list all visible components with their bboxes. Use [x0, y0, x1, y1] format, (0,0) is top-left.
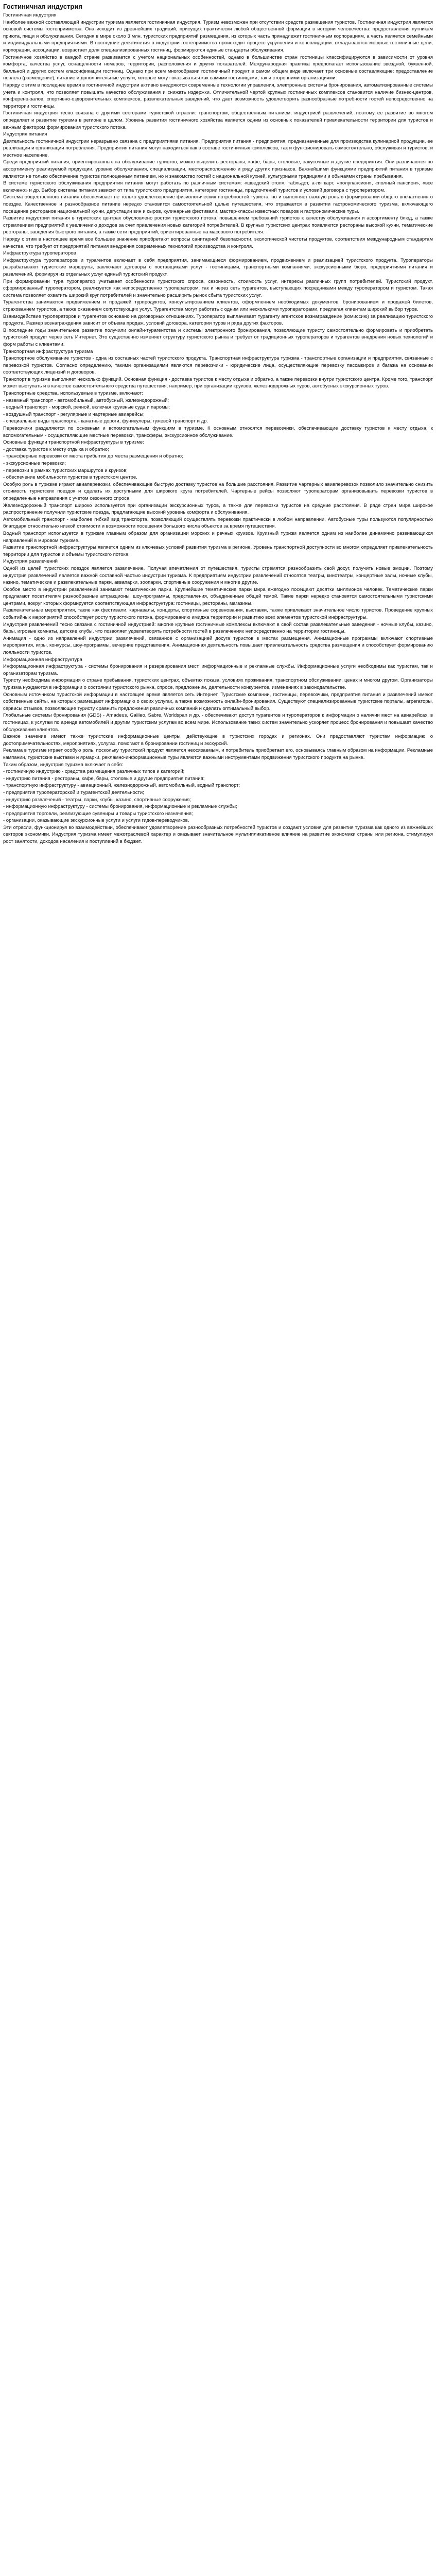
document-section: [3, 131, 433, 250]
document-section: [3, 481, 433, 558]
paragraph: Наряду с этим в последнее время в гостиничной индустрии активно внедряются современные технологии управления, электронные системы бронирования, автоматизированные системы учета и контроля, что позволяет повышать качество обслуживания и снижать издержки. Отличительной чертой крупных гостиничных комплексов становится наличие бизнес-центров, конференц-залов, спортивно-оздоровительных комплексов, развлекательных заведений, что дает возможность удовлетворять разнообразные потребности гостей непосредственно на территории гостиницы.: [3, 82, 433, 109]
paragraph: Автомобильный транспорт - наиболее гибкий вид транспорта, позволяющий осуществлять перевозки практически в любом направлении. Автобусные туры пользуются популярностью благодаря относительно низкой стоимости и возможности посещения большого числа объектов за время путешествия.: [3, 516, 433, 530]
bullet-item: - перевозки в рамках туристских маршрутов и круизов;: [3, 467, 128, 473]
document-body: [3, 12, 433, 845]
section-heading: Индустрия питания: [3, 131, 47, 138]
bullet-item: - специальные виды транспорта - канатные дороги, фуникулеры, гужевой транспорт и др.: [3, 418, 208, 425]
section-heading: Транспортная инфраструктура туризма: [3, 348, 93, 354]
paragraph: Деятельность гостиничной индустрии неразрывно связана с предприятиями питания. Предприятия питания - предприятия, предназначенные для производства кулинарной продукции, ее реализации и организации потребления. Предприятия питания могут находиться как в составе гостиничных комплексов, так и функционировать самостоятельно, обслуживая и туристов, и местное население.: [3, 138, 433, 158]
paragraph: В системе туристского обслуживания предприятия питания могут работать по различным системам: «шведский стол», табльдот, а-ля карт, «полупансион», «полный пансион», «все включено» и др. Выбор системы питания зависит от типа туристского предприятия, категории гостиницы, предпочтений туристов и условий договора с туроператором.: [3, 180, 433, 193]
bullet-item: - транспортную инфраструктуру - авиационный, железнодорожный, автомобильный, водный транспорт;: [3, 783, 240, 789]
section-heading: Информационная инфраструктура: [3, 656, 82, 663]
paragraph: Основные функции транспортной инфраструктуры в туризме:: [3, 439, 144, 446]
paragraph: Взаимодействие туроператоров и турагентов основано на договорных отношениях. Туроператор выплачивает турагенту агентское вознаграждение (комиссию) за реализацию туристского продукта. Размер вознаграждения зависит от объема продаж, условий договора, категории туров и ряда других факторов.: [3, 313, 433, 327]
paragraph: Анимация - одно из направлений индустрии развлечений, связанное с организацией досуга туристов в местах размещения. Анимационные программы включают спортивные мероприятия, игры, конкурсы, шоу-программы, вечерние представления. Анимационная деятельность повышает привлекательность средства размещения и способствует формированию лояльности туристов.: [3, 635, 433, 656]
paragraph: В последние годы значительное развитие получили онлайн-турагентства и системы электронного бронирования, позволяющие туристу самостоятельно формировать и приобретать туристский продукт через сеть Интернет. Это существенно изменяет структуру туристского рынка и требует от традиционных туроператоров и турагентов внедрения новых технологий и форм работы с клиентами.: [3, 327, 433, 347]
bullet-item: - наземный транспорт - автомобильный, автобусный, железнодорожный;: [3, 397, 169, 403]
bullet-item: - организации, оказывающие экскурсионные услуги и услуги гидов-переводчиков.: [3, 818, 189, 824]
paragraph: Развлекательные мероприятия, такие как фестивали, карнавалы, концерты, спортивные соревнования, выставки, также привлекают значительное число туристов. Проведение крупных событийных мероприятий способствует росту туристского потока, формированию имиджа территории и развитию всех элементов туристской инфраструктуры.: [3, 607, 433, 621]
bullet-list: [3, 768, 433, 824]
paragraph: Информационная инфраструктура - системы бронирования и резервирования мест, информационные и рекламные службы. Информационные услуги необходимы как туристам, так и организаторам туризма.: [3, 664, 433, 676]
document-section: [3, 425, 433, 481]
bullet-item: - предприятия туроператорской и турагентской деятельности;: [3, 789, 144, 795]
paragraph: Система общественного питания обеспечивает не только удовлетворение физиологических потребностей туриста, но и выполняет важную роль в формировании общего впечатления о поездке. Качественное и разнообразное питание нередко становится самостоятельной целью путешествия, что отражается в развитии гастрономического туризма, включающего посещение ресторанов национальной кухни, дегустации вин и сыров, кулинарные фестивали, мастер-классы известных поваров и гастрономические туры.: [3, 194, 433, 214]
bullet-item: - предприятия торговли, реализующие сувениры и товары туристского назначения;: [3, 810, 193, 817]
document-section: [3, 12, 433, 131]
paragraph: Развитие транспортной инфраструктуры является одним из ключевых условий развития туризма в регионе. Уровень транспортной доступности во многом определяет привлекательность территории для туристов и объемы туристского потока.: [3, 545, 433, 557]
paragraph: Гостиничная индустрия тесно связана с другими секторами туристской отрасли: транспортом, общественным питанием, индустрией развлечений, поэтому ее развитие во многом определяет и развитие туризма в регионе в целом. Уровень развития гостиничного хозяйства является одним из основных показателей привлекательности территории для туристов и важным фактором формирования туристского потока.: [3, 110, 433, 130]
paragraph: Турагентства занимаются продвижением и продажей турпродуктов, консультированием клиентов, оформлением необходимых документов, бронированием и продажей билетов, страхованием туристов, а также оказанием сопутствующих услуг. Турагентства могут работать с одним или несколькими туроператорами, предлагая клиентам широкий выбор туров.: [3, 299, 433, 312]
paragraph: Таким образом, индустрия туризма включает в себя:: [3, 761, 124, 768]
paragraph: Особую роль в туризме играют авиаперевозки, обеспечивающие быструю доставку туристов на большие расстояния. Развитие чартерных авиаперевозок позволило значительно снизить стоимость туристских поездок и сделать их доступными для широкого круга потребителей. Чартерные рейсы позволяют туроператорам организовывать перевозки туристов в определенные направления с учетом сезонного спроса.: [3, 481, 433, 501]
paragraph: Транспортные средства, используемые в туризме, включают:: [3, 391, 143, 397]
paragraph: Развитие индустрии питания в туристских центрах обусловлено ростом туристского потока, повышением требований туристов к качеству обслуживания и ассортименту блюд, а также стремлением предприятий к увеличению доходов за счет привлечения новых категорий потребителей. В крупных туристских центрах появляются рестораны высокой кухни, тематические рестораны, заведения быстрого питания, а также сети предприятий, ориентированные на массового потребителя.: [3, 215, 433, 235]
paragraph: Основным источником туристской информации в настоящее время является сеть Интернет. Туристские компании, гостиницы, перевозчики, предприятия питания и развлечений имеют собственные сайты, на которых размещают информацию о своих услугах, а также возможность онлайн-бронирования. Существуют специализированные туристские порталы, агрегаторы, сервисы отзывов, позволяющие туристу сравнить предложения различных компаний и сделать оптимальный выбор.: [3, 691, 433, 711]
paragraph: Реклама в туризме играет особую роль, поскольку туристский продукт является неосязаемым, и потребитель приобретает его, основываясь главным образом на информации. Рекламные кампании, туристские выставки и ярмарки, рекламно-информационные туры являются важными инструментами продвижения туристского продукта на рынке.: [3, 748, 433, 760]
paragraph: Эти отрасли, функционируя во взаимодействии, обеспечивают удовлетворение разнообразных потребностей туристов и создают условия для развития туризма как одного из важнейших секторов экономики. Индустрия туризма имеет межотраслевой характер и оказывает значительное мультипликативное влияние на развитие экономики страны или региона, стимулируя рост занятости, доходов населения и поступлений в бюджет.: [3, 824, 433, 845]
paragraph: Транспортное обслуживание туристов - одна из составных частей туристского продукта. Транспортная инфраструктура туризма - транспортные организации и предприятия, связанные с перевозкой туристов. Согласно определению, такими организациями являются перевозчики - юридические лица, осуществляющие перевозку пассажиров и багажа на основании соответствующих лицензий и договоров.: [3, 355, 433, 376]
paragraph: При формировании тура туроператор учитывает особенности туристского спроса, сезонность, стоимость услуг, интересы различных групп потребителей. Туристский продукт, сформированный туроператором, реализуется как непосредственно туроператором, так и через сеть турагентов, выступающих посредниками между туроператором и туристом. Такая система позволяет охватить широкий круг потребителей и значительно расширить рынок сбыта туристских услуг.: [3, 278, 433, 298]
document-section: [3, 656, 433, 824]
paragraph: Водный транспорт используется в туризме главным образом для организации морских и речных круизов. Круизный туризм является одним из наиболее динамично развивающихся направлений в мировом туризме.: [3, 530, 433, 544]
document-page: [0, 0, 436, 849]
paragraph: Глобальные системы бронирования (GDS) - Amadeus, Galileo, Sabre, Worldspan и др. - обеспечивают доступ турагентов и туроператоров к информации о наличии мест на авиарейсах, в гостиницах, к услугам по аренде автомобилей и другим туристским услугам во всем мире. Использование таких систем значительно ускоряет процесс бронирования и повышает качество обслуживания клиентов.: [3, 713, 433, 733]
bullet-item: - индустрию питания - рестораны, кафе, бары, столовые и другие предприятия питания;: [3, 775, 205, 782]
bullet-item: - информационную инфраструктуру - системы бронирования, информационные и рекламные службы;: [3, 804, 237, 810]
paragraph: Наряду с этим в настоящее время все большее значение приобретают вопросы санитарной безопасности, экологической чистоты продуктов, соответствия международным стандартам качества, что требует от предприятий питания внедрения современных технологий производства и контроля.: [3, 236, 433, 249]
paragraph: Индустрия развлечений тесно связана с гостиничной индустрией: многие крупные гостиничные комплексы включают в свой состав развлекательные заведения - ночные клубы, казино, бары, игровые комнаты, детские клубы, что позволяет удовлетворять потребности гостей в развлечениях непосредственно на территории гостиницы.: [3, 621, 433, 635]
bullet-item: - гостиничную индустрию - средства размещения различных типов и категорий;: [3, 769, 185, 775]
paragraph: Особое место в индустрии развлечений занимают тематические парки. Крупнейшие тематические парки мира ежегодно посещают десятки миллионов человек. Тематические парки предлагают посетителям разнообразные аттракционы, шоу-программы, представления, объединенные общей темой. Такие парки нередко становятся самостоятельными туристскими центрами, вокруг которых формируется соответствующая инфраструктура: гостиницы, рестораны, магазины.: [3, 586, 433, 606]
paragraph: Инфраструктура туроператоров и турагентов включает в себя предприятия, занимающиеся формированием, продвижением и реализацией туристского продукта. Туроператоры разрабатывают туристские маршруты, заключают договоры с поставщиками услуг - гостиницами, транспортными компаниями, экскурсионными бюро, предприятиями питания и развлечений, формируя из отдельных услуг единый туристский продукт.: [3, 257, 433, 277]
bullet-item: - индустрию развлечений - театры, парки, клубы, казино, спортивные сооружения;: [3, 796, 191, 803]
paragraph: Транспорт в туризме выполняет несколько функций. Основная функция - доставка туристов к месту отдыха и обратно, а также перевозки внутри туристского центра. Кроме того, транспорт может выступать и в качестве самостоятельного средства путешествия, например, при организации круизов, железнодорожных туров, автобусных экскурсионных туров.: [3, 376, 433, 389]
bullet-item: - обеспечение мобильности туристов в туристском центре.: [3, 474, 137, 481]
document-title: Гостиничная индустрия: [3, 3, 83, 10]
bullet-item: - трансферные перевозки от места прибытия до места размещения и обратно;: [3, 453, 183, 460]
paragraph: Важное значение имеют также туристские информационные центры, действующие в туристских городах и регионах. Они предоставляют туристам информацию о достопримечательностях, мероприятиях, услугах, помогают в бронировании гостиниц и экскурсий.: [3, 734, 433, 747]
document-section: [3, 348, 433, 426]
paragraph: Одной из целей туристских поездок является развлечение. Получая впечатления от путешествия, туристы стремятся разнообразить свой досуг, получить новые эмоции. Поэтому индустрия развлечений является важной составной частью индустрии туризма. К предприятиям индустрии развлечений относятся театры, кинотеатры, концертные залы, ночные клубы, казино, тематические и развлекательные парки, аквапарки, зоопарки, спортивные сооружения и многие другие.: [3, 565, 433, 586]
document-section: [3, 824, 433, 845]
paragraph: Железнодорожный транспорт широко используется при организации экскурсионных туров, а также для перевозки туристов на средние расстояния. В ряде стран мира широкое распространение получили туристские поезда, предлагающие высокий уровень комфорта и обслуживания.: [3, 502, 433, 516]
bullet-item: - воздушный транспорт - регулярные и чартерные авиарейсы;: [3, 411, 145, 417]
bullet-list: [3, 446, 433, 481]
section-heading: Индустрия развлечений: [3, 558, 58, 565]
section-heading: Гостиничная индустрия: [3, 12, 57, 18]
bullet-item: - водный транспорт - морской, речной, включая круизные суда и паромы;: [3, 404, 170, 411]
paragraph: Среди предприятий питания, ориентированных на обслуживание туристов, можно выделить рестораны, кафе, бары, столовые, закусочные и другие предприятия. Они различаются по ассортименту реализуемой продукции, уровню обслуживания, специализации, месторасположению и ряду других признаков. Важнейшими функциями предприятий питания в туризме являются не только обеспечение туристов полноценным питанием, но и знакомство гостей с национальной кухней, культурными традициями и обычаями страны пребывания.: [3, 159, 433, 179]
paragraph: Перевозчики разделяются по основным и вспомогательным функциям в туризме. К основным относятся перевозчики, обеспечивающие доставку туристов к месту отдыха, к вспомогательным - осуществляющие местные перевозки, трансферы, экскурсионное обслуживание.: [3, 426, 433, 438]
document-section: [3, 250, 433, 348]
bullet-list: [3, 397, 433, 425]
paragraph: Наиболее важной составляющей индустрии туризма является гостиничная индустрия. Туризм невозможен при отсутствии средств размещения туристов. Гостиничная индустрия является основой системы гостеприимства. Она исходит из древнейших традиций, присущих практически любой общественной формации в истории человечества: предоставления путникам приюта, пищи и обслуживания. Сегодня в мире около 3 млн. туристских предприятий размещения, из которых часть принадлежит гостиничным корпорациям, а часть является семейными и индивидуальными предприятиями. В последние десятилетия в индустрии гостеприимства происходит процесс укрупнения и консолидации: складываются мощные гостиничные цепи, корпорации, ассоциации, возрастает доля специализированных гостиниц, формируются единые стандарты обслуживания.: [3, 19, 433, 53]
bullet-item: - экскурсионные перевозки;: [3, 461, 66, 466]
section-heading: Инфраструктура туроператоров: [3, 250, 76, 257]
bullet-item: - доставка туристов к месту отдыха и обратно;: [3, 446, 109, 452]
paragraph: Гостиничное хозяйство в каждой стране развивается с учетом национальных особенностей, однако в большинстве стран гостиницы классифицируются в зависимости от уровня комфорта, качества услуг, оснащенности номеров, территории, расположения и других показателей. Международная практика предполагает использование звездной, буквенной, балльной и других систем классификации гостиниц. Однако при всем многообразии гостиничный продукт в самом общем виде включает три основные составляющие: предоставление ночлега (размещение), питание и дополнительные услуги, которые могут оказываться как самими гостиницами, так и сторонними организациями.: [3, 54, 433, 81]
document-section: [3, 558, 433, 656]
paragraph: Туристу необходима информация о стране пребывания, туристских центрах, объектах показа, условиях проживания, транспортном обслуживании, ценах и многом другом. Организаторы туризма нуждаются в информации о состоянии туристского рынка, спросе, предложении, деятельности конкурентов, изменениях в законодательстве.: [3, 677, 433, 690]
